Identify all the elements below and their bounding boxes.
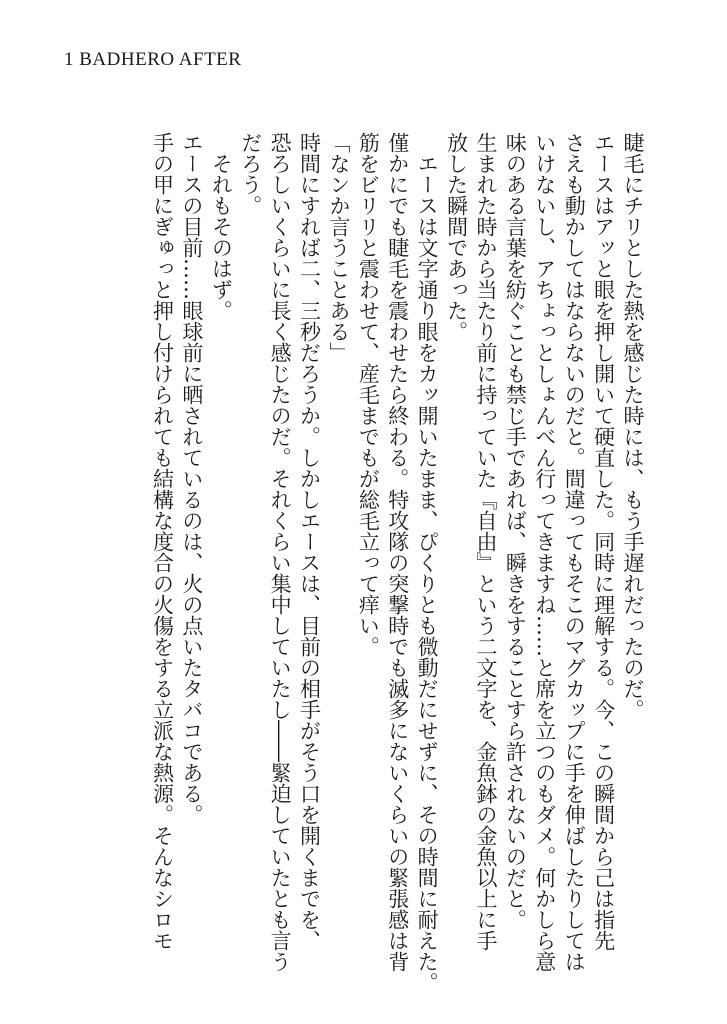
text-line: エースは文字通り眼をカッ開いたまま、ぴくりとも微動だにせずに、その時間に耐えた。 xyxy=(415,132,440,993)
vertical-body-text xyxy=(147,132,647,993)
text-line: 味のある言葉を紡ぐことも禁じ手であれば、瞬きをすることすら許されないのだと。 xyxy=(503,132,528,930)
text-line: 時間にすれば二、三秒だろうか。しかしエースは、目前の相手がそう口を開くまでを、 xyxy=(297,132,322,951)
page-header xyxy=(64,50,241,69)
text-line: いけないし、アちょっとしょんべん行ってきますね……と席を立つのもダメ。何かしら意 xyxy=(532,132,557,972)
text-line: エースの目前……眼球前に晒されているのは、火の点いたタバコである。 xyxy=(179,132,204,825)
text-line: だろう。 xyxy=(238,132,263,216)
text-line: 筋をビリリと震わせて、産毛までもが総毛立って痒い。 xyxy=(356,132,381,657)
text-line: 「なンか言うことある」 xyxy=(326,132,351,363)
text-line: 恐ろしいくらいに長く感じたのだ。それくらい集中していたし――緊迫していたとも言う xyxy=(268,132,293,972)
text-line: さえも動かしてはならないのだと。間違ってもそこのマグカップに手を伸ばしたりしては xyxy=(562,132,587,972)
text-line: 生まれた時から当たり前に持っていた『自由』という二文字を、金魚鉢の金魚以上に手 xyxy=(473,132,498,951)
text-line: 睫毛にチリとした熱を感じた時には、もう手遅れだったのだ。 xyxy=(621,132,645,720)
text-line: それもそのはず。 xyxy=(209,132,234,321)
text-line: エースはアッと眼を押し開いて硬直した。同時に理解する。今、この瞬間から己は指先 xyxy=(591,132,616,951)
text-line: 手の甲にぎゅっと押し付けられても結構な度合の火傷をする立派な熱源。そんなシロモ xyxy=(150,132,175,951)
text-line: 放した瞬間であった。 xyxy=(444,132,469,342)
text-line: 僅かにでも睫毛を震わせたら終わる。特攻隊の突撃時でも滅多にないくらいの緊張感は背 xyxy=(385,132,410,972)
page-title: 1 BADHERO AFTER xyxy=(64,49,242,70)
